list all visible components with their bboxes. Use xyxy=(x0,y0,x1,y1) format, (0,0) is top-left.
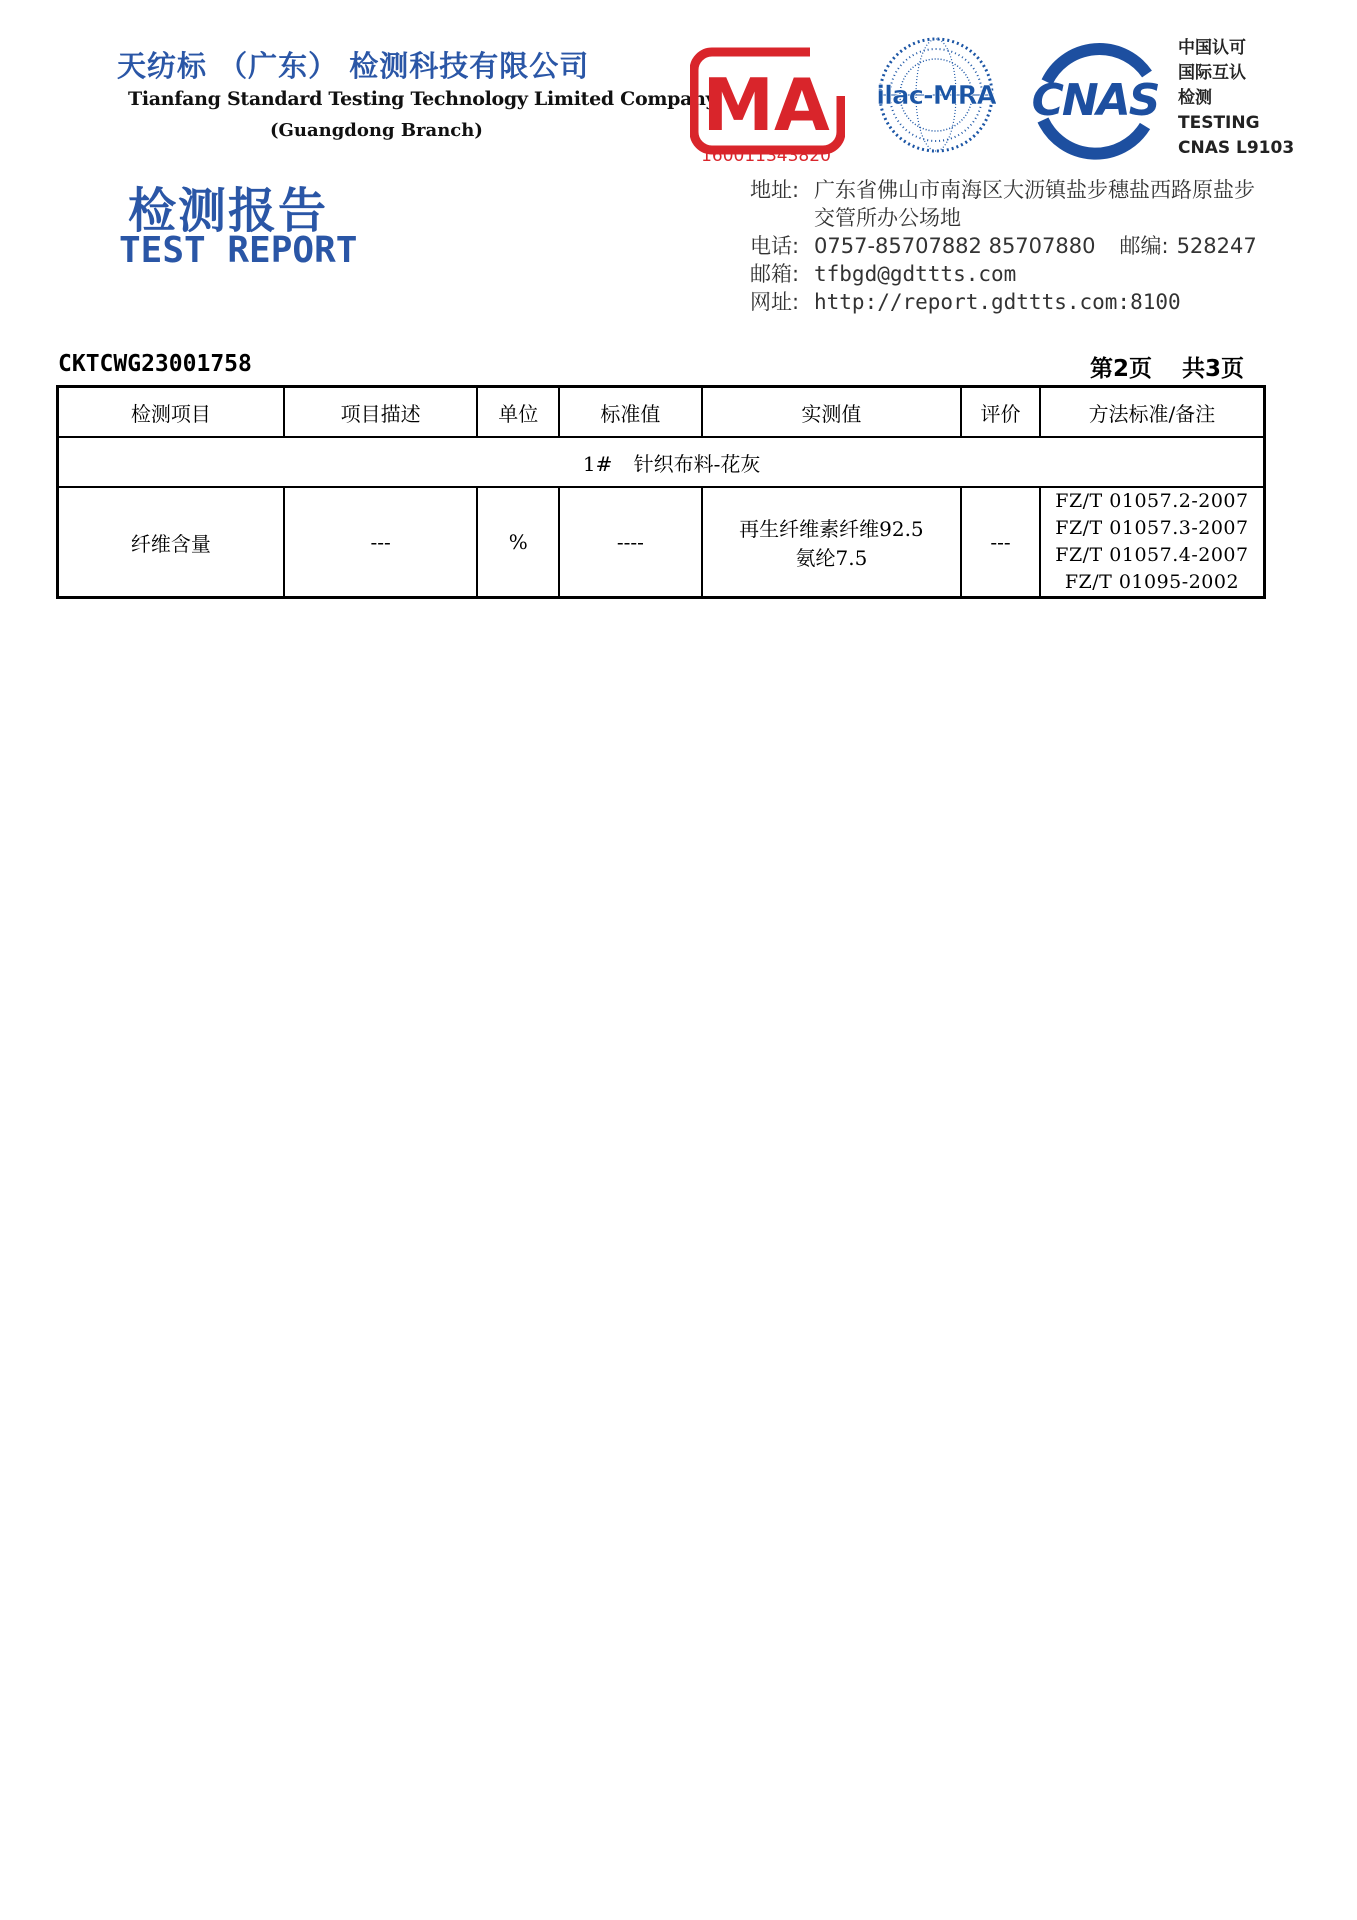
address-row xyxy=(750,176,1257,204)
sample-id: 1# xyxy=(582,451,613,476)
phone-label: 电话: xyxy=(750,234,800,258)
cma-logo xyxy=(690,38,845,163)
sample-name: 针织布料-花灰 xyxy=(633,451,761,476)
header-cell: 检测项目 xyxy=(58,387,284,438)
description-cell: --- xyxy=(284,487,477,598)
method-line: FZ/T 01057.4-2007 xyxy=(1055,544,1249,566)
measured-line: 再生纤维素纤维92.5 xyxy=(739,517,924,541)
report-title-cn: 检测报告 xyxy=(128,183,329,239)
page-info xyxy=(1090,350,1244,383)
header-cell: 标准值 xyxy=(559,387,702,438)
email-row xyxy=(750,260,1257,288)
cnas-text: CNAS xyxy=(1031,75,1159,126)
page-total: 共3页 xyxy=(1182,356,1245,382)
ilac-text: ilac-MRA xyxy=(876,81,996,111)
table-header-row xyxy=(58,387,1265,438)
method-line: FZ/T 01095-2002 xyxy=(1064,571,1240,593)
evaluation-cell: --- xyxy=(961,487,1040,598)
ma-text: MA xyxy=(702,63,830,147)
method-cell xyxy=(1040,487,1265,598)
address-row-2 xyxy=(750,204,1257,232)
standard-cell: ---- xyxy=(559,487,702,598)
company-name-en: Tianfang Standard Testing Technology Limited Company xyxy=(128,88,717,110)
cnas-side-line: 国际互认 xyxy=(1178,63,1246,83)
measured-line: 氨纶7.5 xyxy=(795,546,868,570)
cnas-side-line: 中国认可 xyxy=(1178,38,1246,58)
web-value: http://report.gdttts.com:8100 xyxy=(814,290,1181,314)
postcode-label: 邮编: xyxy=(1119,234,1169,258)
phone-row xyxy=(750,232,1257,260)
sample-row xyxy=(58,437,1265,487)
cnas-side-text xyxy=(1178,36,1294,161)
report-number: CKTCWG23001758 xyxy=(58,351,252,377)
ma-number: 160011343820 xyxy=(701,146,831,163)
header-cell: 项目描述 xyxy=(284,387,477,438)
cnas-side-line: 检测 xyxy=(1178,88,1212,108)
method-line: FZ/T 01057.2-2007 xyxy=(1055,490,1249,512)
address-label: 地址: xyxy=(750,178,800,202)
method-line: FZ/T 01057.3-2007 xyxy=(1055,517,1249,539)
cnas-side-line: TESTING xyxy=(1178,113,1260,133)
cnas-logo xyxy=(1025,38,1165,160)
header-cell: 评价 xyxy=(961,387,1040,438)
company-branch: (Guangdong Branch) xyxy=(270,120,483,141)
web-label: 网址: xyxy=(750,290,800,314)
page-number: 第2页 xyxy=(1090,356,1153,382)
header-cell: 实测值 xyxy=(702,387,961,438)
ilac-mra-logo xyxy=(876,30,996,160)
company-name-cn: 天纺标 （广东） 检测科技有限公司 xyxy=(117,49,590,83)
postcode-value: 528247 xyxy=(1176,234,1257,258)
unit-cell: % xyxy=(477,487,559,598)
email-label: 邮箱: xyxy=(750,262,800,286)
result-table xyxy=(56,385,1266,599)
report-title-en: TEST REPORT xyxy=(119,230,358,271)
email-value: tfbgd@gdttts.com xyxy=(814,262,1017,286)
header-cell: 方法标准/备注 xyxy=(1040,387,1265,438)
phone-value: 0757-85707882 85707880 xyxy=(814,234,1096,258)
address-line-2: 交管所办公场地 xyxy=(814,206,961,230)
table-row xyxy=(58,487,1265,598)
contact-block xyxy=(750,176,1257,316)
header-cell: 单位 xyxy=(477,387,559,438)
sample-cell xyxy=(58,437,1265,487)
item-cell: 纤维含量 xyxy=(58,487,284,598)
measured-cell xyxy=(702,487,961,598)
address-line-1: 广东省佛山市南海区大沥镇盐步穗盐西路原盐步 xyxy=(814,178,1255,202)
cnas-side-line: CNAS L9103 xyxy=(1178,138,1295,158)
web-row xyxy=(750,288,1257,316)
